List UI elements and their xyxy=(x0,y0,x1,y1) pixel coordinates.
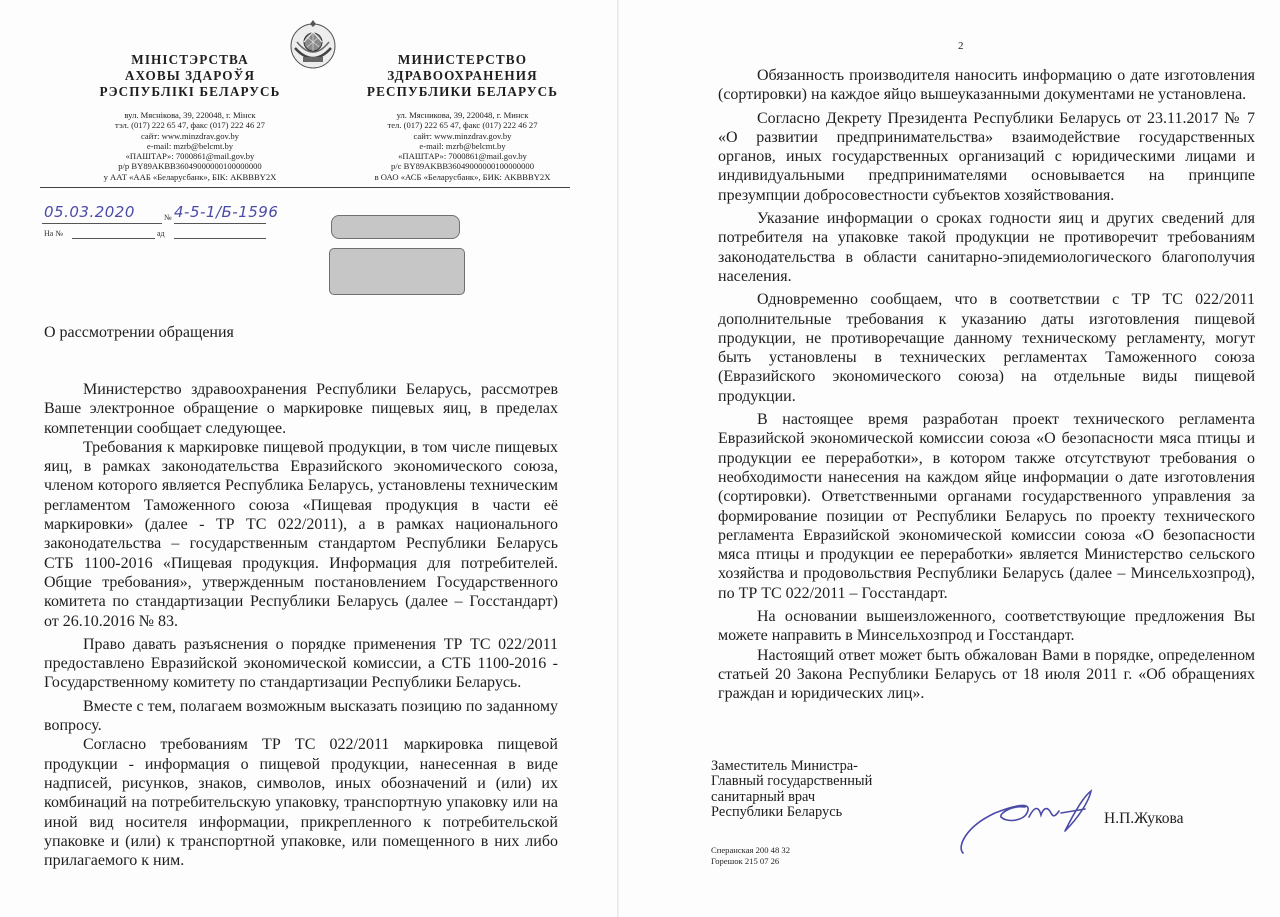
from-underline xyxy=(174,238,266,239)
letterhead-title-by: МІНІСТЭРСТВА АХОВЫ ЗДАРОЎЯ РЭСПУБЛІКІ БЕЛАРУСЬ xyxy=(99,52,281,99)
page-2-body xyxy=(718,66,1255,704)
paragraph: Настоящий ответ может быть обжалован Вами в порядке, определенном статьей 20 Закона Республики Беларусь от 18 июля 2011 г. «Об обращениях граждан и юридических лиц». xyxy=(718,646,1255,703)
letterhead-belarusian xyxy=(60,52,320,182)
paragraph: Одновременно сообщаем, что в соответствии с ТР ТС 022/2011 дополнительные требования к указанию даты изготовления пищевой продукции, не противоречащие данному техническому регламенту, могут быть установлены в технических регламентах Таможенного союза (Евразийского экономического союза) на отдельные виды пищевой продукции. xyxy=(718,291,1255,405)
letterhead-divider xyxy=(40,187,570,188)
signer-name: Н.П.Жукова xyxy=(1104,810,1184,827)
page-number: 2 xyxy=(958,40,964,52)
in-reply-underline xyxy=(72,238,155,239)
page-divider xyxy=(617,0,619,917)
number-label: № xyxy=(164,213,172,222)
paragraph: Право давать разъяснения о порядке применения ТР ТС 022/2011 предоставлено Евразийской экономической комиссии, а СТБ 1100-2016 - Государственному комитету по стандартизации Республики Беларусь. xyxy=(44,635,558,692)
paragraph: Указание информации о сроках годности яиц и других сведений для потребителя на упаковке такой продукции не противоречит требованиям законодательства в области санитарно-эпидемиологического благополучия населения. xyxy=(718,210,1255,285)
letterhead-russian xyxy=(335,52,590,182)
from-label: ад xyxy=(157,229,165,238)
redacted-recipient-name xyxy=(331,215,460,239)
signatory-position: Заместитель Министра- Главный государственный санитарный врач Республики Беларусь xyxy=(711,758,873,821)
redacted-recipient-address xyxy=(329,248,465,295)
page-1-body xyxy=(44,380,558,870)
paragraph: В настоящее время разработан проект технического регламента Евразийской экономической комиссии союза «О безопасности мяса птицы и продукции ее переработки», в котором также отсутствуют требования о необходимости нанесения на каждом яйце информации о дате изготовления (сортировки). Ответственными органами государственного управления за формирование позиции от Республики Беларусь по проекту технического регламента Евразийской экономической комиссии союза «О безопасности мяса птицы и продукции ее переработки» является Министерство сельского хозяйства и продовольствия Республики Беларусь (далее – Минсельхозпрод), по ТР ТС 022/2011 – Госстандарт. xyxy=(718,411,1255,602)
contact-line: Горешок 215 07 26 xyxy=(711,856,780,866)
handwritten-signature-icon xyxy=(955,787,1105,859)
letterhead-title-ru: МИНИСТЕРСТВО ЗДРАВООХРАНЕНИЯ РЕСПУБЛИКИ БЕЛАРУСЬ xyxy=(366,52,559,99)
paragraph: На основании вышеизложенного, соответствующие предложения Вы можете направить в Минсельхозпрод и Госстандарт. xyxy=(718,608,1255,645)
contact-line: Сперанская 200 48 32 xyxy=(711,845,791,855)
paragraph: Вместе с тем, полагаем возможным высказать позицию по заданному вопросу. xyxy=(44,697,558,735)
paragraph: Согласно Декрету Президента Республики Беларусь от 23.11.2017 № 7 «О развитии предпринимательства» взаимодействие государственных органов, иных государственных организаций с юридическими лицами и индивидуальными предпринимателями основывается на принципе презумпции добросовестности субъектов хозяйствования. xyxy=(718,109,1255,204)
outgoing-date: 05.03.2020 xyxy=(44,203,135,221)
state-emblem-icon xyxy=(286,18,340,72)
letterhead-address-ru: ул. Мясникова, 39, 220048, г. Минск тел. (017) 222 65 47, факс (017) 222 46 27 сайт: www.minzdrav.gov.by e-mail: mzrb@belcmt.by «ПАШТАР»: 7000861@mail.gov.by р/с BY89AKBB36049000000100000000 в ОАО «АСБ «Беларусбанк», БИК: AKBBBY2X xyxy=(374,110,551,182)
outgoing-number: 4-5-1/Б-1596 xyxy=(174,203,279,221)
date-underline xyxy=(42,223,162,224)
paragraph: Обязанность производителя наносить информацию о дате изготовления (сортировки) на каждое яйцо вышеуказанными документами не установлена. xyxy=(718,67,1255,104)
paragraph: Согласно требованиям ТР ТС 022/2011 маркировка пищевой продукции - информация о пищевой продукции, нанесенная в виде надписей, рисунков, знаков, символов, иных обозначений и (или) их комбинаций на потребительскую упаковку, транспортную упаковку или на иной вид носителя информации, прикрепленного к потребительской упаковке и (или) к транспортной упаковке, или помещенного в них либо прилагаемого к ним. xyxy=(44,736,558,870)
letter-subject: О рассмотрении обращения xyxy=(44,324,234,341)
letterhead-address-by: вул. Мяснікова, 39, 220048, г. Мінск тэл. (017) 222 65 47, факс (017) 222 46 27 сайт: www.minzdrav.gov.by e-mail: mzrb@belcmt.by «ПАШТАР»: 7000861@mail.gov.by р/р BY89AKBB36049000000100000000 у ААТ «ААБ «Беларусбанк», БІК: AKBBBY2X xyxy=(103,110,277,182)
paragraph: Министерство здравоохранения Республики Беларусь, рассмотрев Ваше электронное обращение о маркировке пищевых яиц, в пределах компетенции сообщает следующее. xyxy=(44,381,558,437)
number-underline xyxy=(174,223,266,224)
paragraph: Требования к маркировке пищевой продукции, в том числе пищевых яиц, в рамках законодательства Евразийского экономического союза, членом которого является Республика Беларусь, установлены техническим регламентом Таможенного союза «Пищевая продукция в части её маркировки» (далее - ТР ТС 022/2011), а в рамках национального законодательства – государственным стандартом Республики Беларусь СТБ 1100-2016 «Пищевая продукция. Информация для потребителей. Общие требования», утвержденным постановлением Государственного комитета по стандартизации Республики Беларусь (далее – Госстандарт) от 26.10.2016 № 83. xyxy=(44,438,558,630)
executor-contacts xyxy=(711,845,790,867)
in-reply-label: На № xyxy=(44,229,63,238)
